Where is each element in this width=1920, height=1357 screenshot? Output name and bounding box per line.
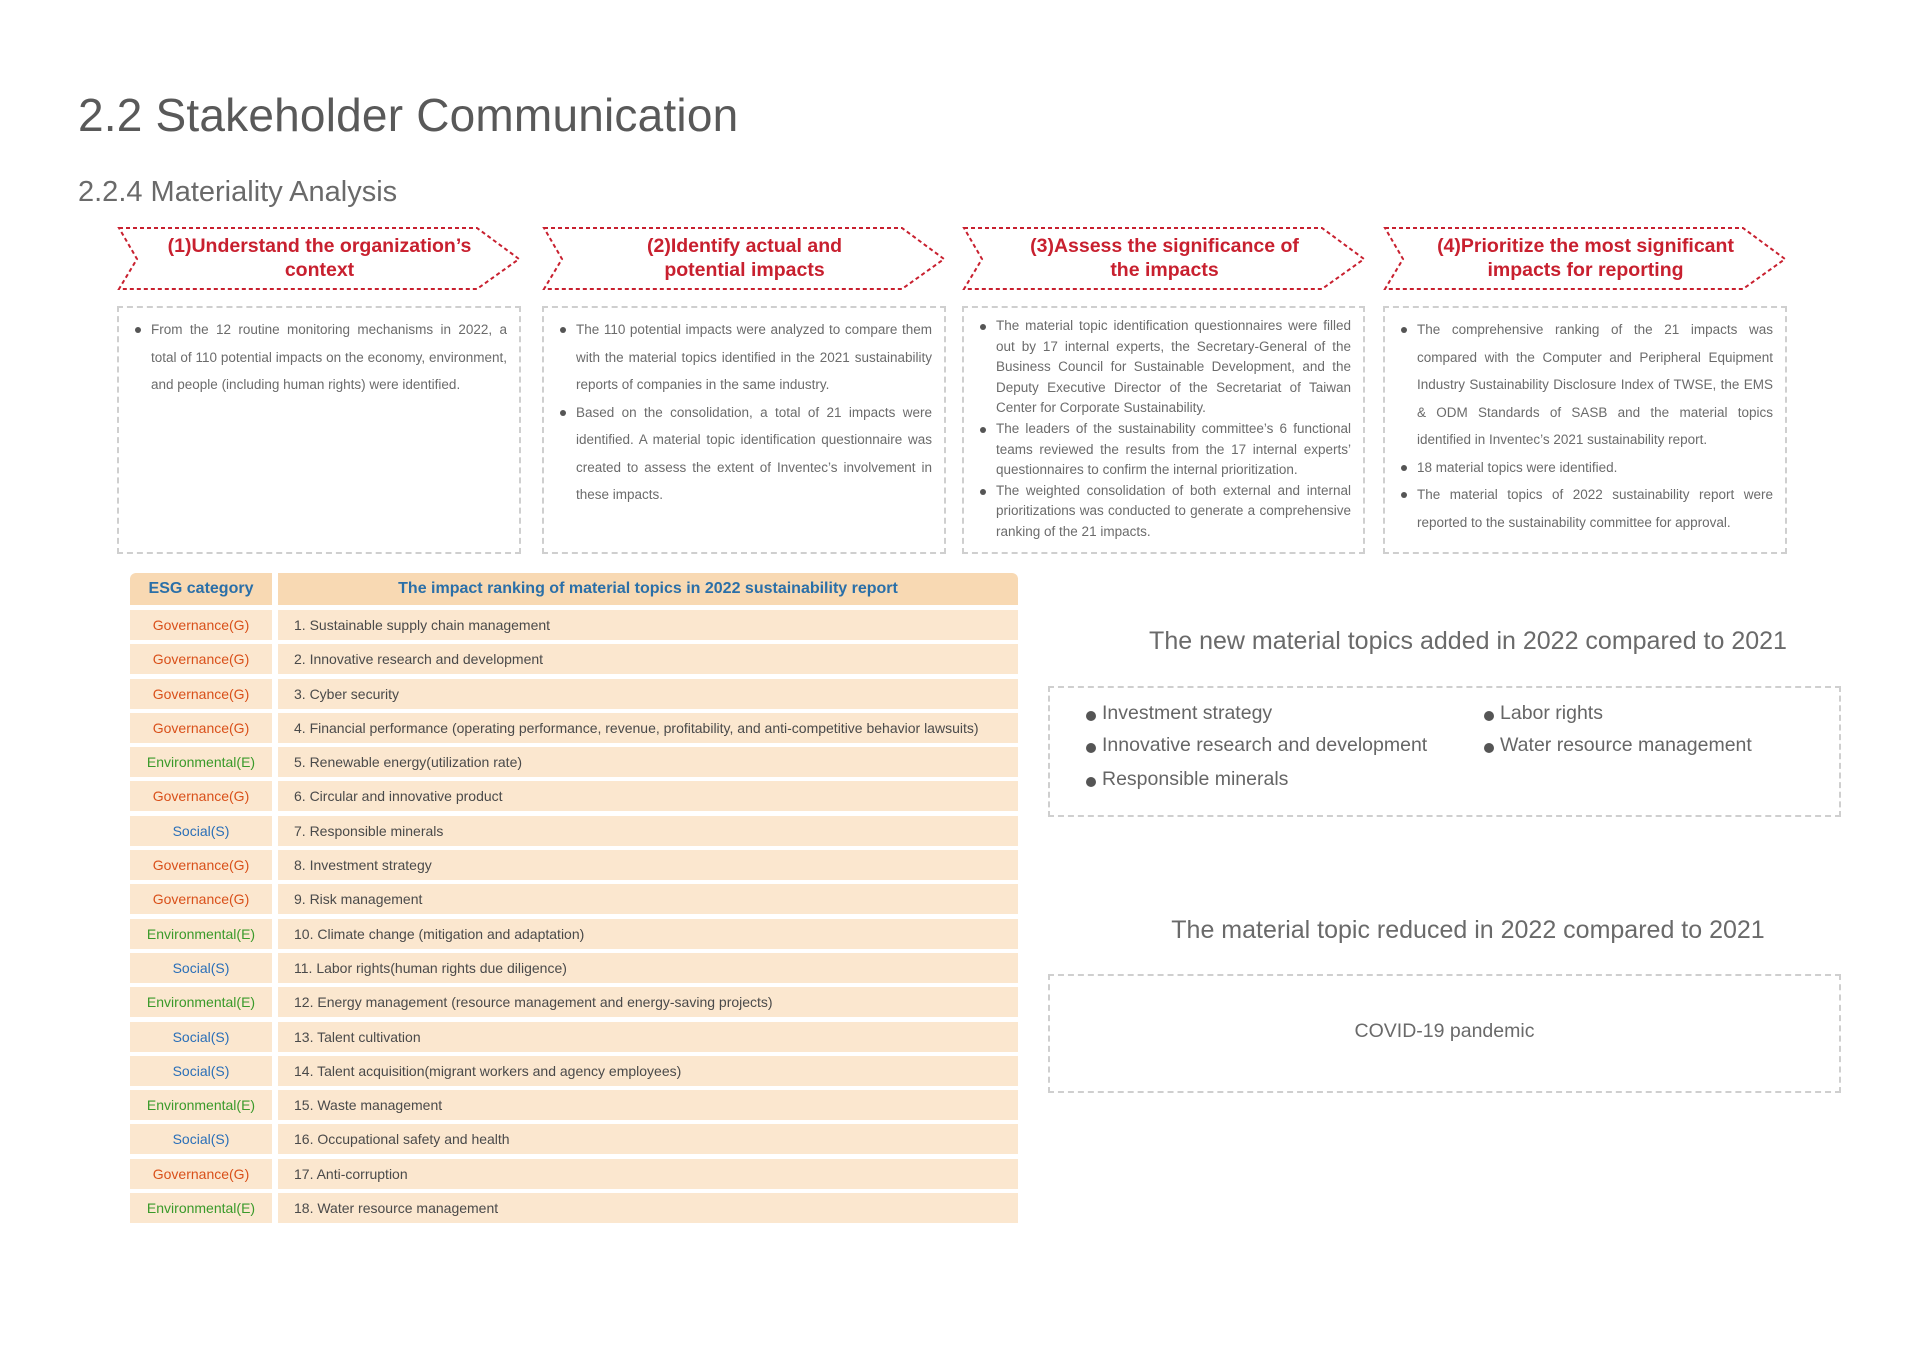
material-topics-ranking-table [130, 573, 1018, 1227]
header-impact-ranking: The impact ranking of material topics in 2022 sustainability report [278, 573, 1018, 605]
material-topic-cell: 7. Responsible minerals [278, 816, 1018, 846]
bullet-item: Based on the consolidation, a total of 21 impacts were identified. A material topic identification questionnaire was created to assess the extent of Inventec’s involvement in these impacts. [558, 399, 932, 509]
esg-category-cell: Environmental(E) [130, 1193, 272, 1223]
new-topic-item: Investment strategy [1086, 702, 1272, 725]
step-3-title: (3)Assess the significance of the impacts [1030, 235, 1299, 281]
step-3-arrow [962, 226, 1367, 292]
esg-category-cell: Social(S) [130, 953, 272, 983]
esg-category-cell: Governance(G) [130, 644, 272, 674]
material-topic-cell: 4. Financial performance (operating performance, revenue, profitability, and anti-competitive behavior lawsuits) [278, 713, 1018, 743]
reduced-topic-item: COVID-19 pandemic [1354, 1020, 1535, 1042]
new-topic-item: Water resource management [1484, 734, 1752, 757]
table-row [130, 850, 1018, 880]
material-topic-cell: 5. Renewable energy(utilization rate) [278, 747, 1018, 777]
table-row [130, 884, 1018, 914]
step-1-arrow [117, 226, 522, 292]
bullet-item: The weighted consolidation of both external and internal prioritizations was conducted to generate a comprehensive ranking of the 21 impacts. [978, 481, 1351, 543]
bullet-item: The comprehensive ranking of the 21 impacts was compared with the Computer and Peripheral Equipment Industry Sustainability Disclosure Index of TWSE, the EMS & ODM Standards of SASB and the material topics identified in Inventec’s 2021 sustainability report. [1399, 316, 1773, 454]
material-topic-cell: 14. Talent acquisition(migrant workers and agency employees) [278, 1056, 1018, 1086]
bullet-item: The 110 potential impacts were analyzed to compare them with the material topics identified in the 2021 sustainability reports of companies in the same industry. [558, 316, 932, 399]
step-2-arrow [542, 226, 947, 292]
material-topic-cell: 16. Occupational safety and health [278, 1124, 1018, 1154]
step-4-description [1383, 306, 1787, 554]
esg-category-cell: Governance(G) [130, 610, 272, 640]
material-topic-cell: 18. Water resource management [278, 1193, 1018, 1223]
step-1-description [117, 306, 521, 554]
table-row [130, 1022, 1018, 1052]
esg-category-cell: Social(S) [130, 1124, 272, 1154]
new-topic-item: Labor rights [1484, 702, 1603, 725]
esg-category-cell: Governance(G) [130, 850, 272, 880]
step-2-title: (2)Identify actual and potential impacts [646, 235, 843, 281]
esg-category-cell: Environmental(E) [130, 1090, 272, 1120]
bullet-item: 18 material topics were identified. [1399, 454, 1773, 482]
table-body [130, 610, 1018, 1223]
step-1-title: (1)Understand the organization’s context [167, 235, 472, 281]
table-row [130, 644, 1018, 674]
material-topic-cell: 11. Labor rights(human rights due diligence) [278, 953, 1018, 983]
table-row [130, 953, 1018, 983]
material-topic-cell: 3. Cyber security [278, 679, 1018, 709]
material-topic-cell: 8. Investment strategy [278, 850, 1018, 880]
step-4-title: (4)Prioritize the most significant impacts for reporting [1437, 235, 1734, 281]
esg-category-cell: Environmental(E) [130, 747, 272, 777]
bullet-item: From the 12 routine monitoring mechanisms in 2022, a total of 110 potential impacts on the economy, environment, and people (including human rights) were identified. [133, 316, 507, 399]
bullet-item: The leaders of the sustainability committee’s 6 functional teams reviewed the results from the 17 internal experts’ questionnaires to confirm the internal prioritization. [978, 419, 1351, 481]
new-topics-box [1048, 686, 1841, 817]
esg-category-cell: Governance(G) [130, 781, 272, 811]
new-topics-heading: The new material topics added in 2022 compared to 2021 [1149, 627, 1787, 655]
table-row [130, 747, 1018, 777]
esg-category-cell: Environmental(E) [130, 919, 272, 949]
table-row [130, 679, 1018, 709]
step-3-description [962, 306, 1365, 554]
material-topic-cell: 9. Risk management [278, 884, 1018, 914]
table-row [130, 1124, 1018, 1154]
table-header-row [130, 573, 1018, 605]
material-topic-cell: 12. Energy management (resource management and energy-saving projects) [278, 987, 1018, 1017]
section-title: 2.2.4 Materiality Analysis [78, 176, 398, 208]
material-topic-cell: 15. Waste management [278, 1090, 1018, 1120]
new-topic-item: Innovative research and development [1086, 734, 1427, 757]
table-row [130, 987, 1018, 1017]
esg-category-cell: Social(S) [130, 1022, 272, 1052]
material-topic-cell: 13. Talent cultivation [278, 1022, 1018, 1052]
header-esg-category: ESG category [130, 573, 272, 605]
esg-category-cell: Governance(G) [130, 884, 272, 914]
table-row [130, 713, 1018, 743]
material-topic-cell: 6. Circular and innovative product [278, 781, 1018, 811]
material-topic-cell: 10. Climate change (mitigation and adaptation) [278, 919, 1018, 949]
table-row [130, 816, 1018, 846]
page-title: 2.2 Stakeholder Communication [78, 89, 739, 141]
esg-category-cell: Governance(G) [130, 679, 272, 709]
new-topic-item: Responsible minerals [1086, 768, 1288, 791]
bullet-item: The material topics of 2022 sustainability report were reported to the sustainability committee for approval. [1399, 481, 1773, 536]
material-topic-cell: 2. Innovative research and development [278, 644, 1018, 674]
table-row [130, 1056, 1018, 1086]
reduced-topics-box [1048, 974, 1841, 1093]
step-2-description [542, 306, 946, 554]
step-4-arrow [1383, 226, 1788, 292]
table-row [130, 1090, 1018, 1120]
bullet-item: The material topic identification questionnaires were filled out by 17 internal experts, the Secretary-General of the Business Council for Sustainable Development, and the Deputy Executive Director of the Secretariat of Taiwan Center for Corporate Sustainability. [978, 316, 1351, 419]
reduced-topics-heading: The material topic reduced in 2022 compared to 2021 [1171, 916, 1765, 944]
esg-category-cell: Governance(G) [130, 1159, 272, 1189]
table-row [130, 1159, 1018, 1189]
table-row [130, 1193, 1018, 1223]
esg-category-cell: Governance(G) [130, 713, 272, 743]
material-topic-cell: 1. Sustainable supply chain management [278, 610, 1018, 640]
esg-category-cell: Environmental(E) [130, 987, 272, 1017]
table-row [130, 919, 1018, 949]
table-row [130, 781, 1018, 811]
table-row [130, 610, 1018, 640]
material-topic-cell: 17. Anti-corruption [278, 1159, 1018, 1189]
esg-category-cell: Social(S) [130, 1056, 272, 1086]
esg-category-cell: Social(S) [130, 816, 272, 846]
